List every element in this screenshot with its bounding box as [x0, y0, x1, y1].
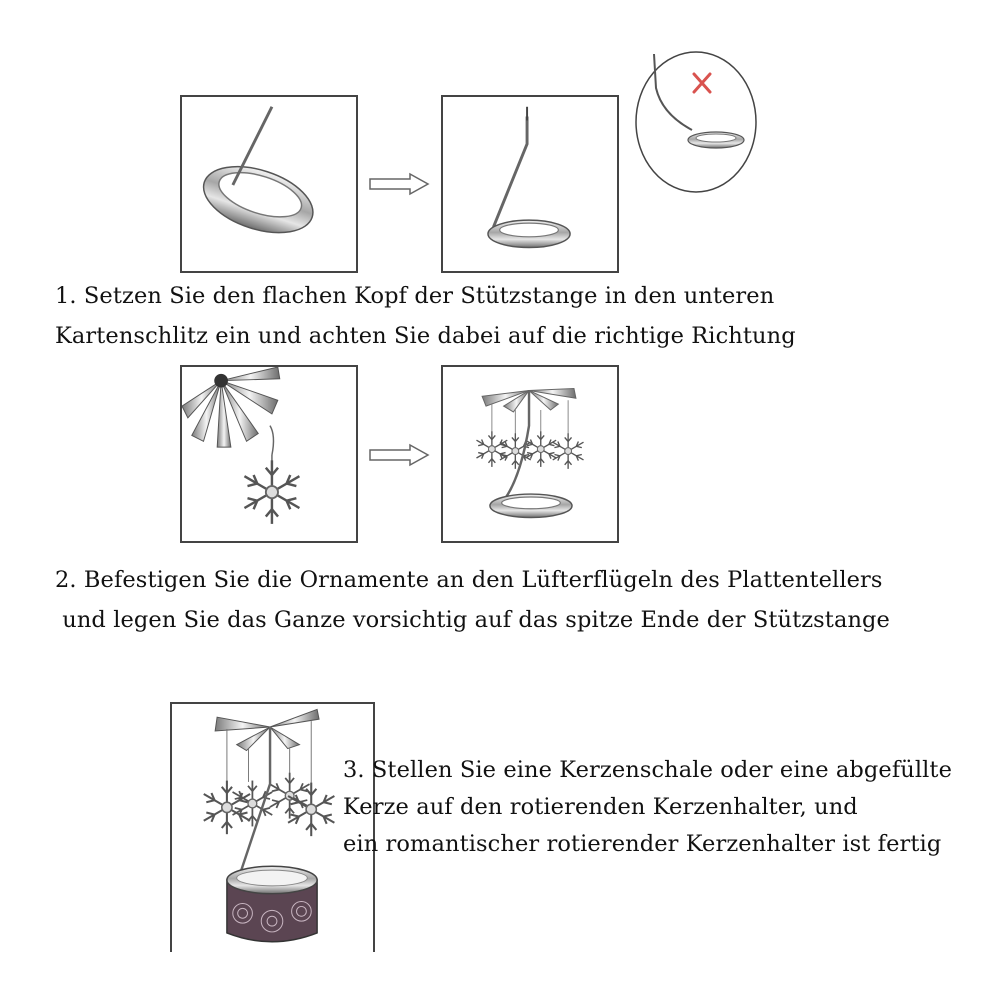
step2-image-ornament-attach	[180, 365, 358, 543]
step1-image-assembled-stand	[441, 95, 619, 273]
step1-instruction	[55, 276, 796, 356]
step1-line2: Kartenschlitz ein und achten Sie dabei auf die richtige Richtung	[55, 323, 796, 349]
stand-illustration	[443, 97, 617, 271]
step1-line1: 1. Setzen Sie den flachen Kopf der Stützstange in den unteren	[55, 283, 775, 309]
right-arrow-icon	[368, 443, 430, 467]
wrong-orientation-circle	[632, 50, 760, 200]
ring-rod-illustration	[182, 97, 356, 271]
step2-line2: und legen Sie das Ganze vorsichtig auf das spitze Ende der Stützstange	[55, 607, 890, 633]
carousel-illustration	[443, 367, 617, 541]
step2-image-finished-carousel	[441, 365, 619, 543]
step2-instruction	[55, 560, 890, 640]
right-arrow-icon	[368, 172, 430, 196]
ornament-attach-illustration	[182, 367, 356, 541]
step3-instruction	[343, 752, 952, 863]
step3-line3: ein romantischer rotierender Kerzenhalter ist fertig	[343, 831, 942, 857]
step2-line1: 2. Befestigen Sie die Ornamente an den Lüfterflügeln des Plattentellers	[55, 567, 883, 593]
step3-line2: Kerze auf den rotierenden Kerzenhalter, und	[343, 794, 858, 820]
step3-line1: 3. Stellen Sie eine Kerzenschale oder eine abgefüllte	[343, 757, 952, 783]
step1-image-ring-and-rod	[180, 95, 358, 273]
